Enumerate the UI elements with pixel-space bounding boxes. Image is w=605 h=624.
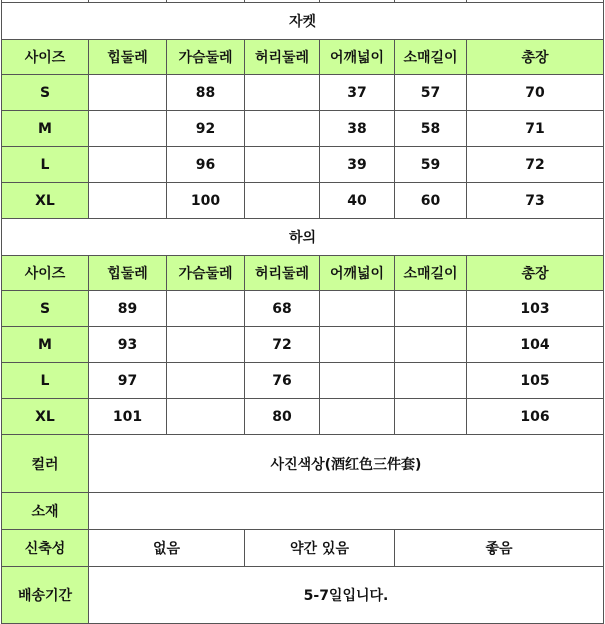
cell-sleeve: 59 xyxy=(395,147,467,183)
jacket-title-row xyxy=(2,3,604,40)
cell-shoulder: 40 xyxy=(320,183,395,219)
header-sleeve: 소매길이 xyxy=(395,40,467,75)
header-shoulder: 어깨넓이 xyxy=(320,40,395,75)
cell-waist: 76 xyxy=(245,363,320,399)
size-label: XL xyxy=(2,183,89,219)
cell-waist xyxy=(245,147,320,183)
header-chest: 가슴둘레 xyxy=(167,40,245,75)
cell-hip: 89 xyxy=(89,291,167,327)
cell-chest xyxy=(167,327,245,363)
header-chest: 가슴둘레 xyxy=(167,256,245,291)
cell-waist xyxy=(245,111,320,147)
shipping-row xyxy=(2,567,604,624)
cell-chest: 100 xyxy=(167,183,245,219)
table-row xyxy=(2,183,604,219)
cell-sleeve xyxy=(395,363,467,399)
cell-chest xyxy=(167,399,245,435)
stretch-label: 신축성 xyxy=(2,530,89,567)
cell-length: 70 xyxy=(467,75,604,111)
cell-length: 73 xyxy=(467,183,604,219)
table-row xyxy=(2,399,604,435)
cell-hip xyxy=(89,183,167,219)
cell-length: 104 xyxy=(467,327,604,363)
pants-title: 하의 xyxy=(2,219,604,256)
cell-shoulder: 38 xyxy=(320,111,395,147)
header-hip: 힙둘레 xyxy=(89,40,167,75)
cell-shoulder xyxy=(320,363,395,399)
cell-hip: 97 xyxy=(89,363,167,399)
cell-length: 106 xyxy=(467,399,604,435)
cell-shoulder: 39 xyxy=(320,147,395,183)
cell-sleeve xyxy=(395,291,467,327)
size-label: S xyxy=(2,291,89,327)
size-label: M xyxy=(2,111,89,147)
cell-chest: 88 xyxy=(167,75,245,111)
header-length: 총장 xyxy=(467,256,604,291)
cell-sleeve xyxy=(395,399,467,435)
material-row xyxy=(2,493,604,530)
shipping-label: 배송기간 xyxy=(2,567,89,624)
size-label: XL xyxy=(2,399,89,435)
header-shoulder: 어깨넓이 xyxy=(320,256,395,291)
header-waist: 허리둘레 xyxy=(245,40,320,75)
header-sleeve: 소매길이 xyxy=(395,256,467,291)
shipping-value: 5-7일입니다. xyxy=(89,567,604,624)
stretch-option-good: 좋음 xyxy=(395,530,604,567)
size-label: S xyxy=(2,75,89,111)
table-row xyxy=(2,327,604,363)
cell-waist: 80 xyxy=(245,399,320,435)
jacket-header-row xyxy=(2,40,604,75)
header-length: 총장 xyxy=(467,40,604,75)
material-label: 소재 xyxy=(2,493,89,530)
cell-shoulder xyxy=(320,291,395,327)
cell-hip xyxy=(89,111,167,147)
cell-chest: 96 xyxy=(167,147,245,183)
size-chart-table xyxy=(1,0,604,624)
cell-shoulder xyxy=(320,327,395,363)
cell-hip xyxy=(89,147,167,183)
cell-hip: 93 xyxy=(89,327,167,363)
color-label: 컬러 xyxy=(2,435,89,493)
cell-hip xyxy=(89,75,167,111)
cell-sleeve xyxy=(395,327,467,363)
cell-hip: 101 xyxy=(89,399,167,435)
color-value: 사진색상(酒红色三件套) xyxy=(89,435,604,493)
cell-shoulder: 37 xyxy=(320,75,395,111)
stretch-option-some: 약간 있음 xyxy=(245,530,395,567)
stretch-option-none: 없음 xyxy=(89,530,245,567)
stretch-row xyxy=(2,530,604,567)
cell-waist xyxy=(245,75,320,111)
cell-waist: 72 xyxy=(245,327,320,363)
pants-header-row xyxy=(2,256,604,291)
header-size: 사이즈 xyxy=(2,256,89,291)
cell-chest: 92 xyxy=(167,111,245,147)
jacket-title: 자켓 xyxy=(2,3,604,40)
table-row xyxy=(2,147,604,183)
cell-chest xyxy=(167,363,245,399)
table-row xyxy=(2,111,604,147)
cell-waist: 68 xyxy=(245,291,320,327)
color-row xyxy=(2,435,604,493)
cell-length: 72 xyxy=(467,147,604,183)
cell-shoulder xyxy=(320,399,395,435)
pants-title-row xyxy=(2,219,604,256)
cell-sleeve: 58 xyxy=(395,111,467,147)
header-size: 사이즈 xyxy=(2,40,89,75)
cell-length: 103 xyxy=(467,291,604,327)
table-row xyxy=(2,291,604,327)
cell-waist xyxy=(245,183,320,219)
cell-sleeve: 57 xyxy=(395,75,467,111)
size-label: L xyxy=(2,363,89,399)
material-value xyxy=(89,493,604,530)
cell-length: 71 xyxy=(467,111,604,147)
cell-length: 105 xyxy=(467,363,604,399)
header-hip: 힙둘레 xyxy=(89,256,167,291)
size-label: L xyxy=(2,147,89,183)
size-label: M xyxy=(2,327,89,363)
cell-chest xyxy=(167,291,245,327)
header-waist: 허리둘레 xyxy=(245,256,320,291)
table-row xyxy=(2,75,604,111)
cell-sleeve: 60 xyxy=(395,183,467,219)
table-row xyxy=(2,363,604,399)
